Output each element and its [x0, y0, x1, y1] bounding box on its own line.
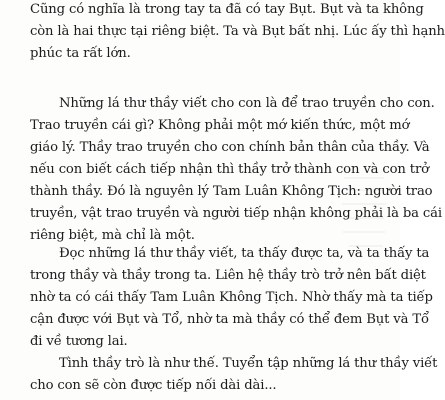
text-line: nếu con biết cách tiếp nhận thì thầy trở thành con và con trở [30, 162, 429, 177]
text-line: cho con sẽ còn được tiếp nối dài dài... [30, 378, 277, 393]
text-line: trong thầy và thầy trong ta. Liên hệ thầy trò trở nên bất diệt [30, 268, 426, 283]
text-line: Những lá thư thầy viết cho con là để trao truyền cho con. [59, 96, 435, 111]
text-line: giáo lý. Thầy trao truyền cho con chính bản thân của thầy. Và [30, 140, 430, 155]
text-line: Tình thầy trò là như thế. Tuyển tập những lá thư thầy viết [59, 356, 438, 371]
text-line: Đọc những lá thư thầy viết, ta thấy được ta, và ta thấy ta [59, 246, 430, 261]
text-line: còn là hai thực tại riêng biệt. Ta và Bụt bất nhị. Lúc ấy thì hạnh [30, 24, 445, 39]
text-line: đi về tương lai. [30, 334, 128, 349]
text-line: nhờ ta có cái thấy Tam Luân Không Tịch. Nhờ thấy mà ta tiếp [30, 290, 433, 305]
text-line: Trao truyền cái gì? Không phải một mớ kiến thức, một mớ [30, 118, 410, 133]
text-line: thành thầy. Đó là nguyên lý Tam Luân Không Tịch: người trao [30, 184, 433, 199]
text-line: phúc ta rất lớn. [30, 46, 131, 61]
text-line: riêng biệt, mà chỉ là một. [30, 228, 195, 243]
show-through-texture [340, 170, 392, 262]
text-line: Cũng có nghĩa là trong tay ta đã có tay Bụt. Bụt và ta không [30, 2, 424, 17]
text-line: truyền, vật trao truyền và người tiếp nhận không phải là ba cái [30, 206, 442, 221]
text-line: cận được với Bụt và Tổ, nhờ ta mà thầy có thể đem Bụt và Tổ [30, 312, 429, 327]
